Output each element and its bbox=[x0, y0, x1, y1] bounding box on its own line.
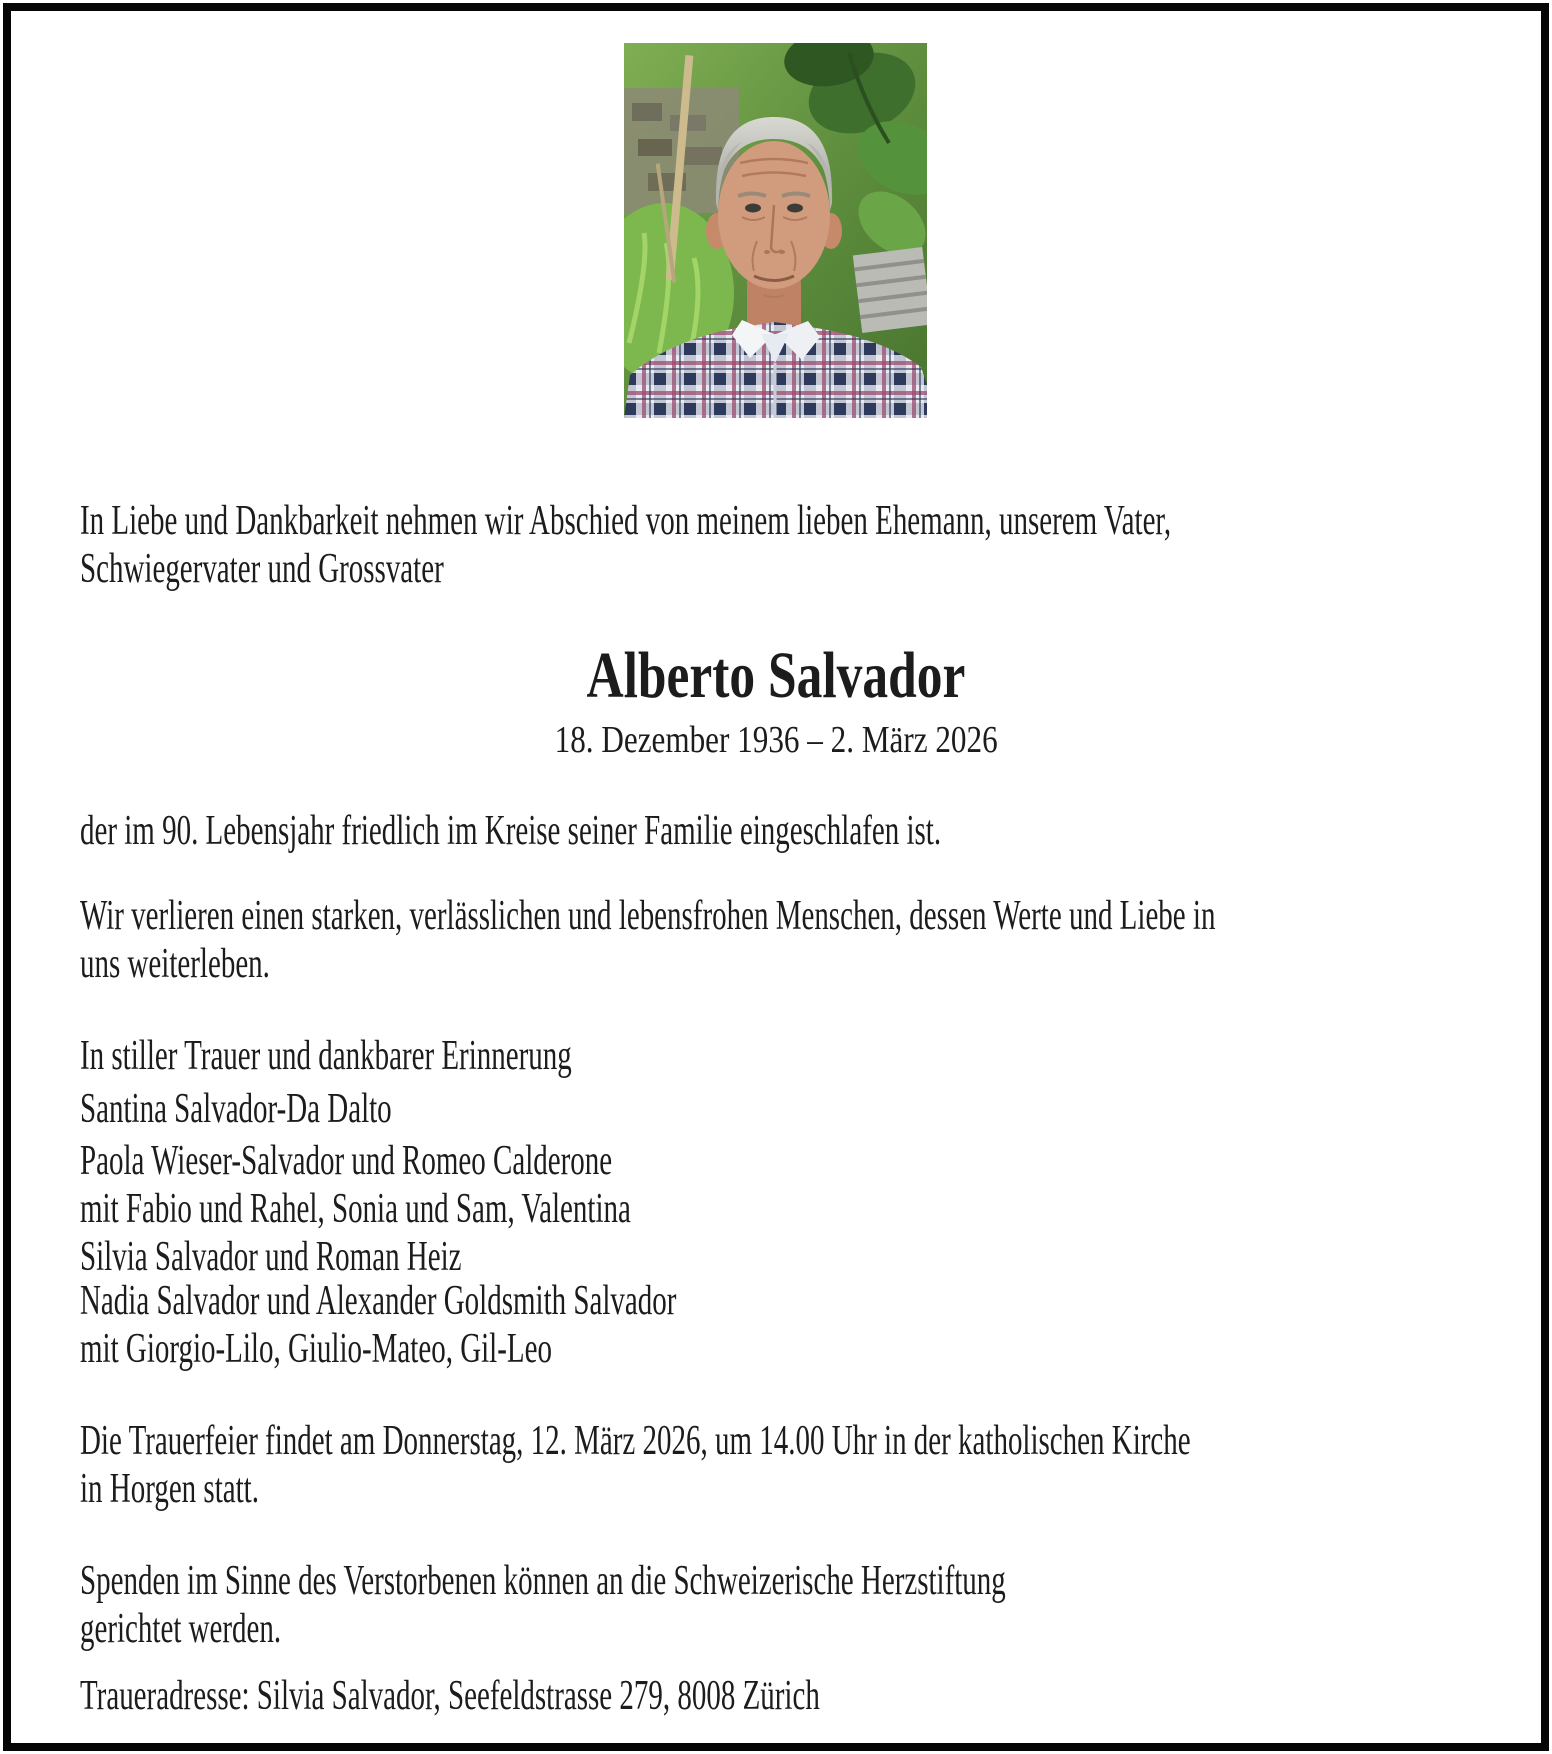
deceased-name: Alberto Salvador bbox=[586, 639, 966, 712]
family-member-line: Nadia Salvador und Alexander Goldsmith Salvador bbox=[80, 1278, 677, 1324]
life-dates-row bbox=[0, 718, 1552, 762]
family-member-line: Santina Salvador-Da Dalto bbox=[80, 1086, 392, 1132]
donation-line: gerichtet werden. bbox=[80, 1606, 282, 1652]
intro-paragraph bbox=[80, 497, 1552, 593]
intro-line: In Liebe und Dankbarkeit nehmen wir Abschied von meinem lieben Ehemann, unserem Vater, bbox=[80, 498, 1172, 544]
portrait-photo-art bbox=[624, 43, 927, 418]
family-member-line: mit Giorgio-Lilo, Giulio-Mateo, Gil-Leo bbox=[80, 1326, 552, 1372]
funeral-info-paragraph bbox=[80, 1417, 1552, 1513]
family-group bbox=[80, 1085, 532, 1133]
funeral-info-line: Die Trauerfeier findet am Donnerstag, 12. März 2026, um 14.00 Uhr in der katholischen Kirche bbox=[80, 1418, 1191, 1464]
tribute-line: uns weiterleben. bbox=[80, 941, 270, 987]
life-dates: 18. Dezember 1936 – 2. März 2026 bbox=[554, 719, 998, 761]
donation-paragraph bbox=[80, 1557, 1422, 1653]
passing-paragraph bbox=[80, 807, 1328, 855]
intro-line: Schwiegervater und Grossvater bbox=[80, 546, 444, 592]
family-member-line: Paola Wieser-Salvador und Romeo Calderone bbox=[80, 1138, 613, 1184]
passing-line: der im 90. Lebensjahr friedlich im Kreise seiner Familie eingeschlafen ist. bbox=[80, 808, 942, 854]
donation-line: Spenden im Sinne des Verstorbenen können an die Schweizerische Herzstiftung bbox=[80, 1558, 1006, 1604]
deceased-name-row bbox=[0, 639, 1552, 713]
family-group bbox=[80, 1137, 878, 1281]
family-member-line: mit Fabio und Rahel, Sonia und Sam, Valentina bbox=[80, 1186, 631, 1232]
mourning-address bbox=[80, 1672, 1152, 1720]
family-member-line: Silvia Salvador und Roman Heiz bbox=[80, 1234, 462, 1280]
mourning-heading: In stiller Trauer und dankbarer Erinnerung bbox=[80, 1033, 572, 1079]
tribute-paragraph bbox=[80, 892, 1552, 988]
funeral-info-line: in Horgen statt. bbox=[80, 1466, 259, 1512]
family-group bbox=[80, 1277, 944, 1373]
address-line: Traueradresse: Silvia Salvador, Seefeldstrasse 279, 8008 Zürich bbox=[80, 1673, 820, 1719]
portrait-photo bbox=[624, 43, 927, 418]
tribute-line: Wir verlieren einen starken, verlässlichen und lebensfrohen Menschen, dessen Werte und Liebe in bbox=[80, 893, 1216, 939]
